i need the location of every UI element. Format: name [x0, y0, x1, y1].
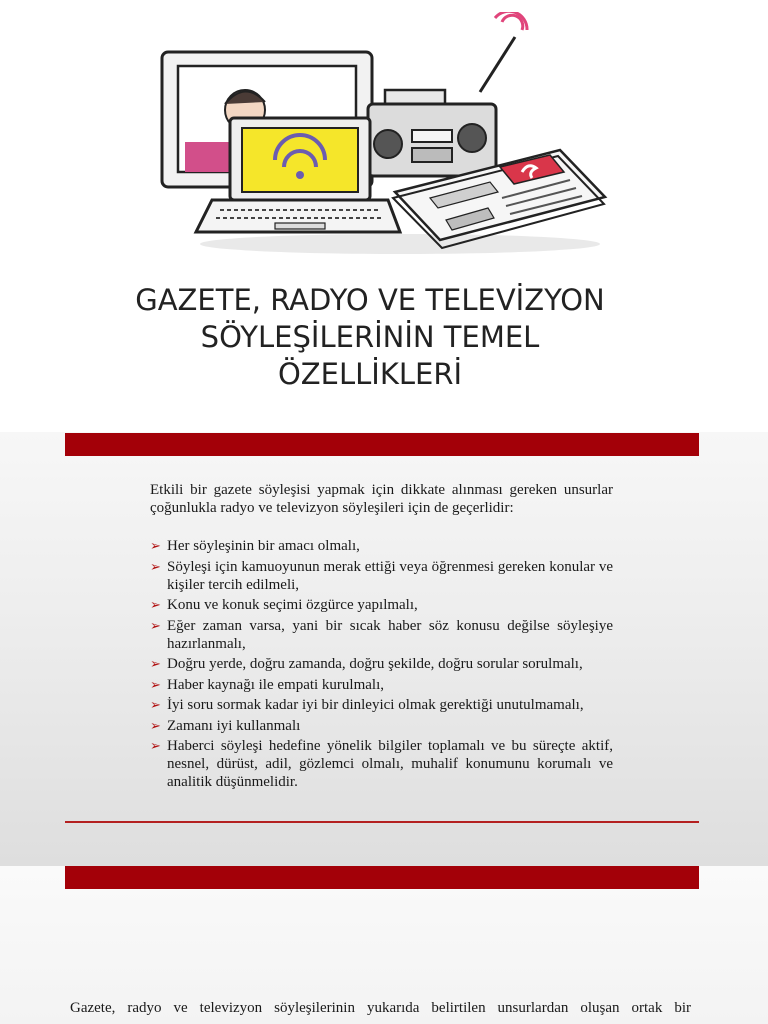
arrowhead-bullet-icon: ➢ — [150, 538, 161, 553]
arrowhead-bullet-icon: ➢ — [150, 656, 161, 671]
content-slide — [0, 432, 768, 866]
list-item-text: Doğru yerde, doğru zamanda, doğru şekilde, doğru sorular sorulmalı, — [167, 656, 583, 672]
list-item-text: Haber kaynağı ile empati kurulmalı, — [167, 676, 385, 693]
header-red-bar — [65, 433, 699, 456]
arrowhead-bullet-icon: ➢ — [150, 558, 161, 574]
intro-paragraph: Etkili bir gazete söyleşisi yapmak için dikkate alınması gereken unsurlar çoğunlukla radyo ve televizyon söyleşileri için de geçerlidir: — [150, 482, 613, 516]
list-item-text: Zamanı iyi kullanmalı — [167, 717, 301, 734]
arrowhead-bullet-icon: ➢ — [150, 697, 161, 712]
list-item-text: Söyleşi için kamuoyunun merak ettiği veya öğrenmesi gereken konular ve kişiler tercih edilmeli, — [167, 558, 613, 593]
media-illustration — [150, 12, 620, 262]
title-line-2: SÖYLEŞİLERİNİN TEMEL — [200, 320, 540, 354]
radio-icon — [368, 12, 527, 176]
list-item — [150, 737, 613, 791]
list-item — [150, 676, 613, 694]
arrowhead-bullet-icon: ➢ — [150, 717, 161, 733]
content-body — [150, 481, 613, 794]
list-item-text: Konu ve konuk seçimi özgürce yapılmalı, — [167, 597, 418, 613]
arrowhead-bullet-icon: ➢ — [150, 617, 161, 633]
list-item — [150, 596, 613, 614]
list-item — [150, 537, 613, 555]
arrowhead-bullet-icon: ➢ — [150, 597, 161, 612]
list-item — [150, 617, 613, 653]
list-item-text: Eğer zaman varsa, yani bir sıcak haber söz konusu değilse söyleşiye hazırlanmalı, — [167, 617, 613, 652]
body-paragraph: Gazete, radyo ve televizyon söyleşilerinin yukarıda belirtilen unsurlardan oluşan ortak bir — [70, 1000, 691, 1016]
list-item-text: Haberci söyleşi hedefine yönelik bilgiler toplamalı ve bu süreçte aktif, nesnel, dürüst, adil, gözlemci olmalı, muhalif konumunu korumalı ve analitik düşünmelidir. — [167, 738, 613, 790]
list-item — [150, 696, 613, 714]
footer-red-line — [65, 821, 699, 823]
list-item-text: Her söyleşinin bir amacı olmalı, — [167, 538, 360, 554]
header-red-bar — [65, 866, 699, 889]
list-item — [150, 558, 613, 594]
bullet-list — [150, 537, 613, 791]
arrowhead-bullet-icon: ➢ — [150, 738, 161, 753]
list-item-text: İyi soru sormak kadar iyi bir dinleyici olmak gerektiği unutulmamalı, — [167, 697, 584, 713]
arrowhead-bullet-icon: ➢ — [150, 676, 161, 692]
continuation-slide — [0, 866, 768, 1024]
slide-title — [80, 282, 660, 393]
title-line-1: GAZETE, RADYO VE TELEVİZYON — [135, 283, 605, 317]
title-line-3: ÖZELLİKLERİ — [277, 357, 463, 391]
list-item — [150, 655, 613, 673]
title-slide — [0, 0, 768, 432]
list-item — [150, 717, 613, 735]
